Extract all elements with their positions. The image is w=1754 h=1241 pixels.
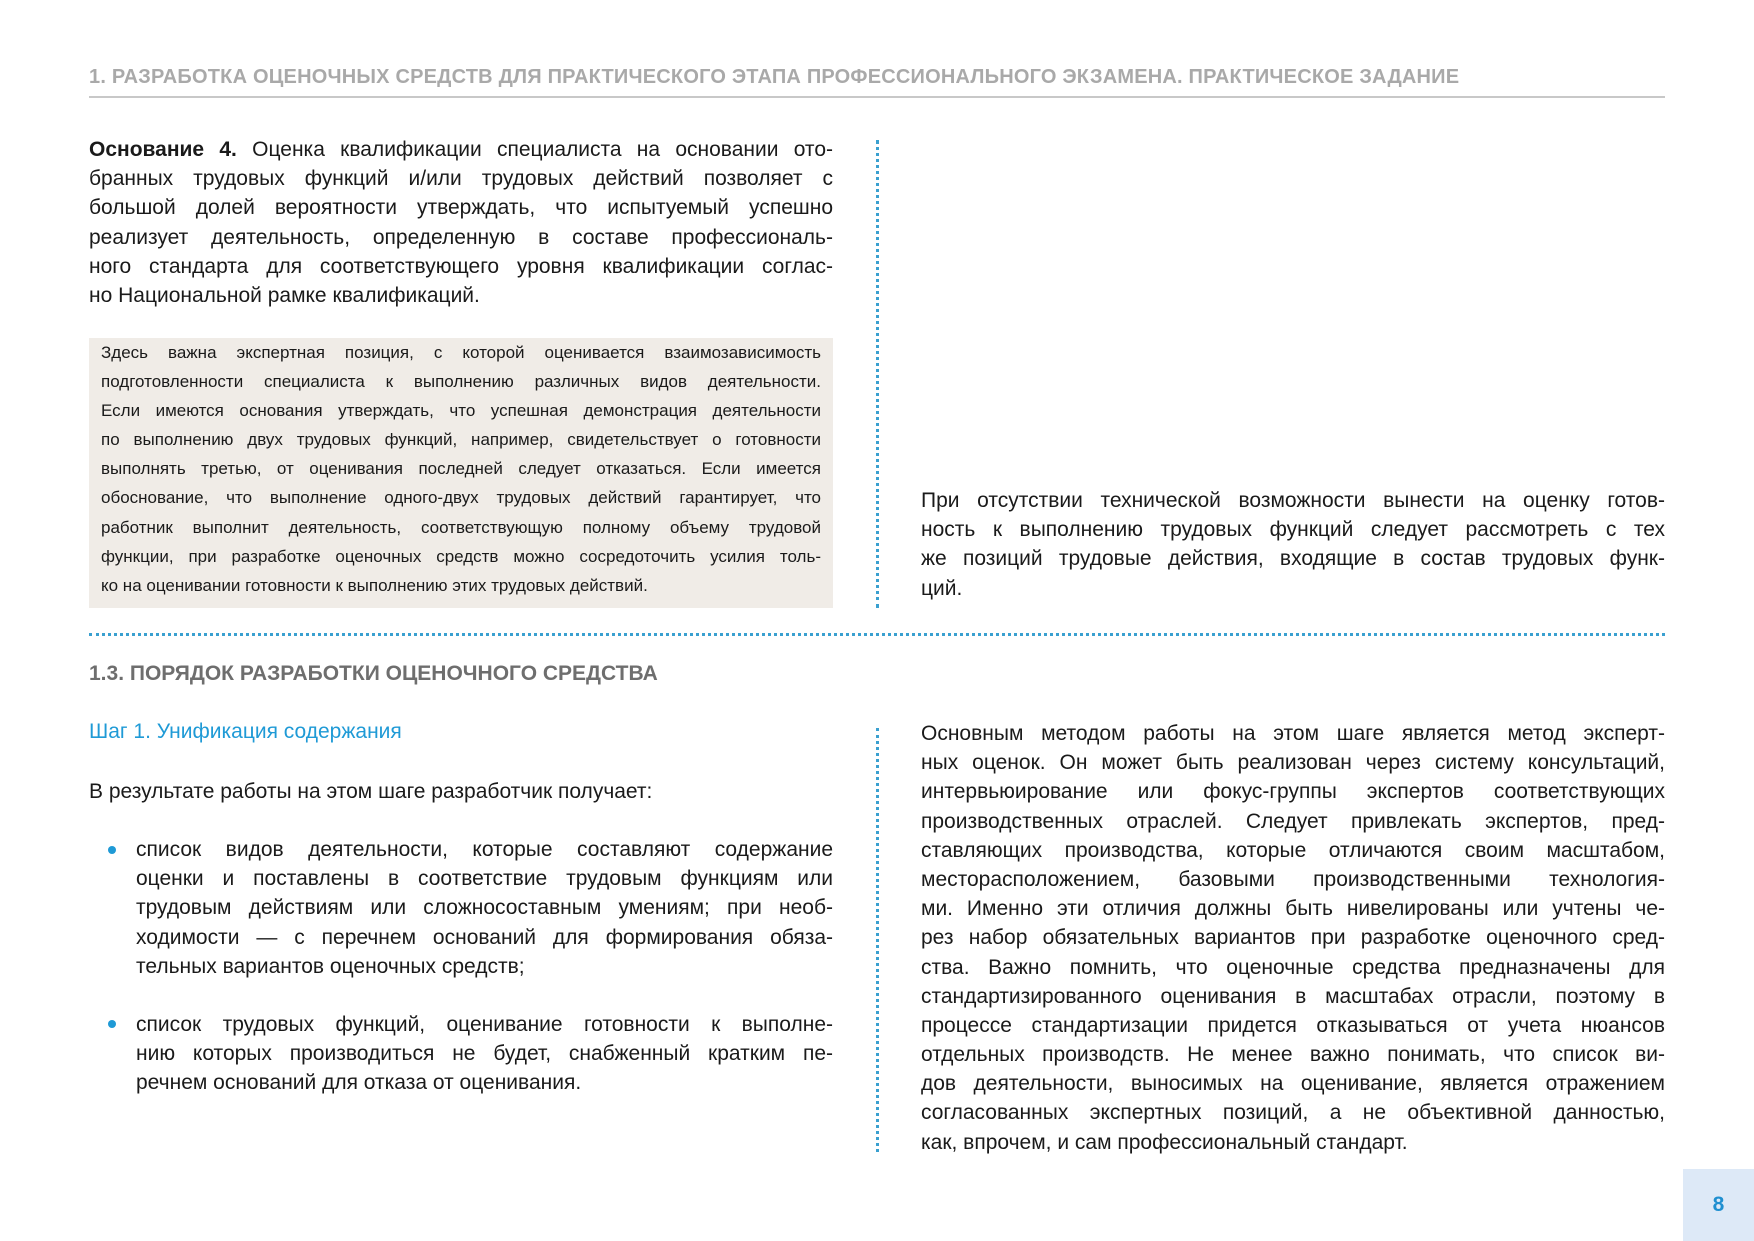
text-line: подготовленности специалиста к выполнению различных видов деятельности. bbox=[101, 372, 821, 392]
text-line: реализует деятельность, определенную в составе профессиональ- bbox=[89, 225, 833, 249]
section-heading: 1.3. ПОРЯДОК РАЗРАБОТКИ ОЦЕНОЧНОГО СРЕДСТВА bbox=[89, 662, 658, 685]
text-line: месторасположением, базовыми производственными технология- bbox=[921, 867, 1665, 891]
text-line: речнем оснований для отказа от оценивания. bbox=[136, 1071, 582, 1095]
right-top-paragraph bbox=[921, 486, 1665, 603]
text-line: бранных трудовых функций и/или трудовых действий позволяет с bbox=[89, 167, 833, 191]
text-line: трудовым действиям или сложносоставным умениям; при необ- bbox=[136, 896, 833, 920]
right-bottom-paragraph bbox=[921, 719, 1665, 1157]
text-line: же позиций трудовые действия, входящие в состав трудовых функ- bbox=[921, 547, 1665, 571]
text-line: но Национальной рамке квалификаций. bbox=[89, 283, 480, 307]
bullet-icon bbox=[108, 846, 116, 854]
page-number: 8 bbox=[1683, 1169, 1754, 1241]
bullet-item bbox=[136, 1010, 833, 1098]
text-line: список трудовых функций, оценивание готовности к выполне- bbox=[136, 1013, 833, 1036]
text-line: ми. Именно эти отличия должны быть нивелированы или учтены че- bbox=[921, 897, 1665, 921]
bullet-item bbox=[136, 835, 833, 981]
text-line: ходимости — с перечнем оснований для формирования обяза- bbox=[136, 925, 833, 949]
text-line: обоснование, что выполнение одного-двух трудовых действий гарантирует, что bbox=[101, 488, 821, 508]
text-line: дов деятельности, выносимых на оценивание, является отражением bbox=[921, 1072, 1665, 1096]
text-line: тельных вариантов оценочных средств; bbox=[136, 954, 525, 978]
text-line: ций. bbox=[921, 576, 963, 600]
text-line: Если имеются основания утверждать, что успешная демонстрация деятельности bbox=[101, 401, 821, 421]
text-line: нию которых производиться не будет, снабженный кратким пе- bbox=[136, 1042, 833, 1066]
step-heading: Шаг 1. Унификация содержания bbox=[89, 720, 402, 743]
text-line: оценки и поставлены в соответствие трудовым функциям или bbox=[136, 867, 833, 891]
text-line: ность к выполнению трудовых функций следует рассмотреть с тех bbox=[921, 518, 1665, 542]
column-divider-bottom bbox=[876, 728, 879, 1152]
text-line: согласованных экспертных позиций, а не объективной данностью, bbox=[921, 1101, 1665, 1125]
section-divider bbox=[89, 633, 1665, 636]
text-line: список видов деятельности, которые составляют содержание bbox=[136, 838, 833, 861]
text-line: интервьюирование или фокус-группы экспертов соответствующих bbox=[921, 780, 1665, 804]
text-line: выполнять третью, от оценивания последней следует отказаться. Если имеется bbox=[101, 459, 821, 479]
text-line: ства. Важно помнить, что оценочные средства предназначены для bbox=[921, 955, 1665, 979]
text-line: ных оценок. Он может быть реализован через систему консультаций, bbox=[921, 751, 1665, 775]
text-line: большой долей вероятности утверждать, что испытуемый успешно bbox=[89, 196, 833, 220]
text-line: работник выполнит деятельность, соответствующую полному объему трудовой bbox=[101, 517, 821, 537]
text-line: ставляющих производства, которые отличаются своим масштабом, bbox=[921, 838, 1665, 862]
text-line: ного стандарта для соответствующего уровня квалификации соглас- bbox=[89, 254, 833, 278]
text-line: процессе стандартизации придется отказываться от учета нюансов bbox=[921, 1013, 1665, 1037]
intro-paragraph bbox=[89, 777, 833, 806]
text-line: производственных отраслей. Следует привлекать экспертов, пред- bbox=[921, 809, 1665, 833]
text-line: При отсутствии технической возможности вынести на оценку готов- bbox=[921, 489, 1665, 512]
text-span: Оценка квалификации специалиста на основании ото- bbox=[236, 138, 833, 161]
text-line: рез набор обязательных вариантов при разработке оценочного сред- bbox=[921, 926, 1665, 950]
note-box bbox=[89, 338, 833, 608]
text-line: В результате работы на этом шаге разработчик получает: bbox=[89, 780, 653, 803]
running-header: 1. РАЗРАБОТКА ОЦЕНОЧНЫХ СРЕДСТВ ДЛЯ ПРАКТИЧЕСКОГО ЭТАПА ПРОФЕССИОНАЛЬНОГО ЭКЗАМЕНА. ПРАКТИЧЕСКОЕ ЗАДАНИЕ bbox=[89, 66, 1460, 88]
text-line: отдельных производств. Не менее важно понимать, что список ви- bbox=[921, 1043, 1665, 1067]
text-line: Здесь важна экспертная позиция, с которой оценивается взаимозависимость bbox=[101, 343, 821, 362]
text-line: по выполнению двух трудовых функций, например, свидетельствует о готовности bbox=[101, 430, 821, 450]
text-line: ко на оценивании готовности к выполнению этих трудовых действий. bbox=[101, 575, 648, 595]
text-line: стандартизированного оценивания в масштабах отрасли, поэтому в bbox=[921, 984, 1665, 1008]
text-line: как, впрочем, и сам профессиональный стандарт. bbox=[921, 1130, 1408, 1154]
header-divider bbox=[89, 96, 1665, 98]
text-line: функции, при разработке оценочных средств можно сосредоточить усилия толь- bbox=[101, 546, 821, 566]
column-divider-top bbox=[876, 140, 879, 608]
text-line: Основным методом работы на этом шаге является метод эксперт- bbox=[921, 722, 1665, 745]
bullet-icon bbox=[108, 1020, 116, 1028]
basis-paragraph bbox=[89, 135, 833, 310]
basis-label: Основание 4. bbox=[89, 138, 237, 161]
text-line bbox=[89, 135, 833, 164]
